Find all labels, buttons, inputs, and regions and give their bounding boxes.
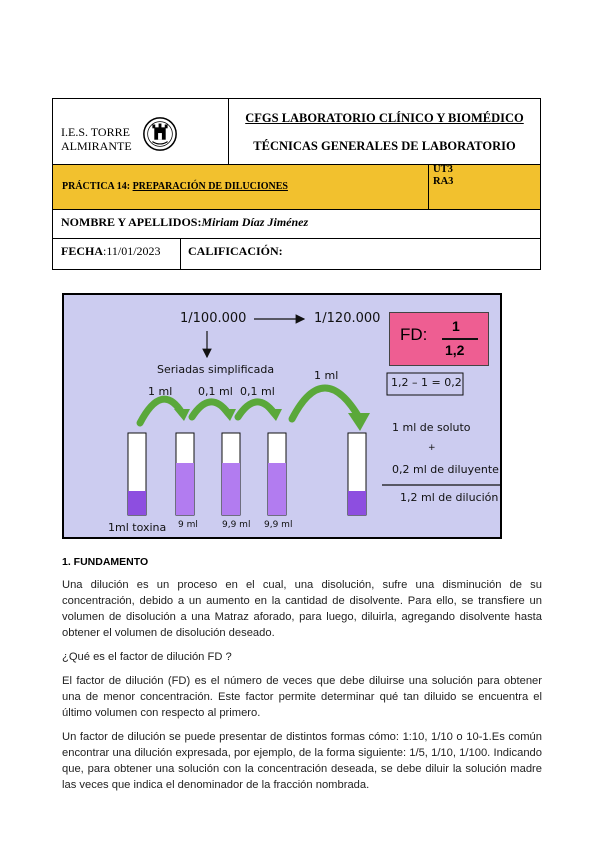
question-text: ¿Qué es el factor de dilución FD ? [62, 651, 232, 663]
ra-code: RA3 [433, 176, 454, 187]
fd-label: FD: [400, 325, 428, 344]
institution-name: I.E.S. TORRE ALMIRANTE [61, 125, 132, 153]
tube-label-3: 9,9 ml [222, 520, 251, 530]
fd-fraction-bar [442, 338, 478, 340]
tube-label-2: 9 ml [178, 520, 198, 530]
date-value: :11/01/2023 [103, 244, 161, 258]
tube-1 [128, 433, 146, 515]
transfer-label-1: 1 ml [148, 385, 173, 398]
fd-denominator: 1,2 [445, 342, 465, 358]
grade-label: CALIFICACIÓN: [188, 244, 283, 258]
transfer-label-3: 0,1 ml [240, 385, 275, 398]
fd-numerator: 1 [452, 318, 460, 334]
tube-4 [268, 433, 286, 515]
header-row-name [53, 210, 540, 239]
program-title: CFGS LABORATORIO CLÍNICO Y BIOMÉDICO [245, 111, 524, 125]
paragraph-definition: Una dilución es un proceso en el cual, una disolución, sufre una disminución de su concentración, debido a un aumento en la cantidad de disolvente. Para ello, se transfiere un volumen de disolución a una Matraz aforado, para luego, diluirla, agregando disolvente hasta obtener el volumen de disolución deseado. [62, 579, 542, 639]
header-table [52, 98, 541, 270]
tube-5 [348, 433, 366, 515]
tube-3 [222, 433, 240, 515]
fd-box [389, 312, 489, 366]
practice-prefix: PRÁCTICA 14: [62, 181, 131, 192]
dilution-diagram [62, 293, 502, 539]
transfer-arrow-1 [140, 399, 182, 423]
name-label: NOMBRE Y APELLIDOS: [61, 215, 202, 229]
practice-title: PREPARACIÓN DE DILUCIONES [132, 181, 288, 192]
transfer-arrowheads [174, 409, 370, 431]
unit-cell [429, 165, 540, 209]
paragraph-forms: Un factor de dilución se puede presentar de distintos formas cómo: 1:10, 1/10 o 10-1.Es común encontrar una dilución expresada, por ejemplo, de la forma siguiente: 1/5, 1/10, 1/100. Indicando que, para obtener una solución con la concentración deseada, se debe diluir la solución madre las veces que indica el denominador de la fracción nombrada. [62, 731, 542, 791]
dilution-text: 1,2 ml de dilución [400, 491, 499, 504]
solute-text: 1 ml de soluto [392, 421, 471, 434]
equation-text: 1,2 – 1 = 0,2 [391, 376, 462, 389]
diluent-text: 0,2 ml de diluyente [392, 463, 499, 476]
date-label: FECHA [61, 244, 103, 258]
header-row-date [53, 239, 540, 269]
unit-code: UT3 [433, 164, 453, 175]
header-row-practice [53, 165, 540, 210]
practice-cell [53, 165, 429, 209]
institution-cell [53, 99, 229, 164]
section-heading: 1. FUNDAMENTO [62, 556, 149, 568]
serial-label: Seriadas simplificada [157, 363, 275, 376]
start-concentration: 1/100.000 [180, 311, 247, 326]
transfer-label-4: 1 ml [314, 369, 339, 382]
end-concentration: 1/120.000 [314, 311, 381, 326]
tube-label-4: 9,9 ml [264, 520, 293, 530]
program-cell [229, 99, 540, 164]
module-title: TÉCNICAS GENERALES DE LABORATORIO [253, 139, 516, 153]
name-value: Miriam Díaz Jiménez [201, 215, 309, 229]
header-row-institution [53, 99, 540, 165]
tube-2 [176, 433, 194, 515]
tube-label-1: 1ml toxina [108, 521, 167, 534]
transfer-label-2: 0,1 ml [198, 385, 233, 398]
plus-sign: + [428, 443, 436, 453]
school-crest-icon [141, 115, 179, 153]
date-cell [53, 239, 181, 269]
paragraph-fd: El factor de dilución (FD) es el número de veces que debe diluirse una solución para obtener una de menor concentración. Este factor permite determinar qué tan diluido se encuentra el último volumen con respecto al primero. [62, 675, 542, 719]
